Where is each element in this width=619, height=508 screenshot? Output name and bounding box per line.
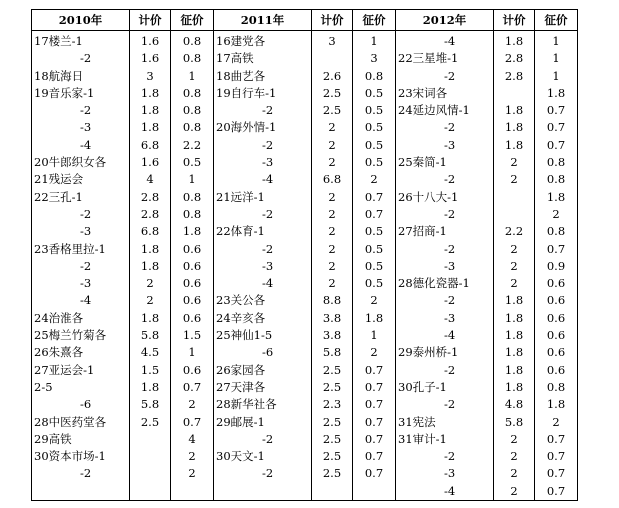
table-row (32, 379, 578, 396)
cell-calc-2010: 1.8 (130, 119, 171, 136)
cell-levy-2010: 1 (171, 344, 214, 361)
cell-levy-2012: 2 (535, 206, 578, 223)
cell-name-2011: -6 (214, 344, 312, 361)
cell-calc-2012: 2.8 (494, 68, 535, 85)
cell-calc-2012: 1.8 (494, 310, 535, 327)
cell-calc-2012: 2 (494, 448, 535, 465)
cell-levy-2012: 0.8 (535, 379, 578, 396)
cell-name-2010: -2 (32, 206, 130, 223)
cell-calc-2011: 2.6 (312, 68, 353, 85)
cell-calc-2012: 1.8 (494, 327, 535, 344)
cell-name-2011: 24辛亥各 (214, 310, 312, 327)
header-2010-calc-price: 计价 (130, 10, 171, 31)
cell-calc-2012: 1.8 (494, 292, 535, 309)
cell-levy-2010: 0.8 (171, 119, 214, 136)
cell-levy-2010: 0.6 (171, 362, 214, 379)
header-2012-year: 2012年 (396, 10, 494, 31)
cell-name-2011: 22体育-1 (214, 223, 312, 240)
cell-calc-2011: 8.8 (312, 292, 353, 309)
cell-calc-2010: 1.8 (130, 379, 171, 396)
cell-levy-2011: 0.7 (353, 396, 396, 413)
cell-calc-2012: 2 (494, 154, 535, 171)
cell-levy-2012: 0.7 (535, 483, 578, 501)
cell-levy-2010: 0.8 (171, 50, 214, 67)
cell-levy-2012: 0.7 (535, 465, 578, 482)
cell-calc-2010: 1.8 (130, 258, 171, 275)
cell-levy-2011: 0.7 (353, 189, 396, 206)
cell-calc-2012 (494, 206, 535, 223)
cell-levy-2012: 0.7 (535, 241, 578, 258)
cell-calc-2010: 1.8 (130, 85, 171, 102)
cell-levy-2010: 0.6 (171, 292, 214, 309)
cell-levy-2012: 0.8 (535, 171, 578, 188)
cell-levy-2012: 0.6 (535, 327, 578, 344)
cell-name-2010: -3 (32, 275, 130, 292)
cell-name-2011: 29邮展-1 (214, 414, 312, 431)
cell-calc-2010: 6.8 (130, 137, 171, 154)
cell-calc-2011: 2 (312, 206, 353, 223)
cell-levy-2011: 0.7 (353, 362, 396, 379)
table-row (32, 119, 578, 136)
cell-name-2010: 27亚运会-1 (32, 362, 130, 379)
cell-calc-2010 (130, 448, 171, 465)
cell-levy-2010: 0.6 (171, 275, 214, 292)
cell-calc-2011: 2.5 (312, 102, 353, 119)
cell-levy-2011: 3 (353, 50, 396, 67)
cell-levy-2011: 1.8 (353, 310, 396, 327)
cell-calc-2011: 2.5 (312, 431, 353, 448)
cell-name-2012: -2 (396, 362, 494, 379)
cell-calc-2010: 1.8 (130, 102, 171, 119)
cell-calc-2011: 2.5 (312, 448, 353, 465)
cell-levy-2010: 0.8 (171, 31, 214, 51)
cell-levy-2012: 0.6 (535, 292, 578, 309)
stamp-price-table (31, 9, 578, 501)
cell-calc-2012: 1.8 (494, 31, 535, 51)
cell-name-2011: -2 (214, 102, 312, 119)
cell-levy-2010: 0.5 (171, 154, 214, 171)
cell-levy-2011: 0.7 (353, 431, 396, 448)
cell-name-2012: 24延边风情-1 (396, 102, 494, 119)
cell-calc-2012: 1.8 (494, 379, 535, 396)
table-row (32, 85, 578, 102)
cell-calc-2010: 2.8 (130, 189, 171, 206)
cell-name-2010: -2 (32, 50, 130, 67)
cell-levy-2012: 0.7 (535, 137, 578, 154)
cell-name-2012: 31宪法 (396, 414, 494, 431)
cell-name-2011: 23关公各 (214, 292, 312, 309)
cell-levy-2011: 1 (353, 327, 396, 344)
cell-name-2010: -2 (32, 465, 130, 482)
cell-levy-2012: 1.8 (535, 85, 578, 102)
cell-name-2011: 30天文-1 (214, 448, 312, 465)
cell-levy-2011: 0.5 (353, 102, 396, 119)
table-row (32, 448, 578, 465)
cell-calc-2010: 3 (130, 68, 171, 85)
cell-levy-2012: 0.6 (535, 344, 578, 361)
cell-name-2011: -2 (214, 241, 312, 258)
cell-name-2010: 26朱熹各 (32, 344, 130, 361)
cell-name-2011: -2 (214, 137, 312, 154)
price-table-wrapper (31, 9, 578, 501)
cell-name-2012: -2 (396, 448, 494, 465)
cell-levy-2010: 0.7 (171, 414, 214, 431)
cell-name-2010: 20牛郎织女各 (32, 154, 130, 171)
table-row (32, 223, 578, 240)
cell-calc-2010: 1.5 (130, 362, 171, 379)
cell-levy-2012: 0.8 (535, 154, 578, 171)
cell-calc-2010: 4.5 (130, 344, 171, 361)
cell-name-2012: -2 (396, 396, 494, 413)
table-row (32, 465, 578, 482)
cell-name-2011: 27天津各 (214, 379, 312, 396)
cell-name-2011 (214, 483, 312, 501)
header-2010-year: 2010年 (32, 10, 130, 31)
cell-calc-2010: 1.6 (130, 50, 171, 67)
header-2012-levy-price: 征价 (535, 10, 578, 31)
cell-levy-2012: 1 (535, 50, 578, 67)
cell-levy-2011: 0.7 (353, 206, 396, 223)
table-row (32, 275, 578, 292)
cell-levy-2011 (353, 483, 396, 501)
cell-levy-2010: 0.8 (171, 189, 214, 206)
table-row (32, 154, 578, 171)
cell-levy-2010: 1 (171, 171, 214, 188)
cell-name-2010: 23香格里拉-1 (32, 241, 130, 258)
table-row (32, 310, 578, 327)
cell-name-2010: 17楼兰-1 (32, 31, 130, 51)
cell-calc-2012 (494, 189, 535, 206)
cell-levy-2012: 0.7 (535, 431, 578, 448)
cell-calc-2011: 2.5 (312, 85, 353, 102)
cell-name-2011: -2 (214, 465, 312, 482)
cell-name-2011: 20海外情-1 (214, 119, 312, 136)
cell-calc-2011: 2 (312, 154, 353, 171)
table-row (32, 137, 578, 154)
cell-calc-2012: 1.8 (494, 119, 535, 136)
header-row (32, 10, 578, 31)
cell-name-2012: 26十八大-1 (396, 189, 494, 206)
cell-name-2012: 23宋词各 (396, 85, 494, 102)
cell-name-2012: -2 (396, 171, 494, 188)
cell-calc-2011: 5.8 (312, 344, 353, 361)
cell-calc-2010: 2 (130, 292, 171, 309)
cell-name-2010: 28中医药堂各 (32, 414, 130, 431)
cell-name-2011: -2 (214, 431, 312, 448)
cell-name-2012: -4 (396, 327, 494, 344)
cell-levy-2010: 0.8 (171, 206, 214, 223)
table-row (32, 171, 578, 188)
cell-name-2012: -3 (396, 310, 494, 327)
cell-calc-2011: 2 (312, 223, 353, 240)
cell-calc-2010 (130, 465, 171, 482)
cell-levy-2010: 2 (171, 448, 214, 465)
cell-levy-2011: 2 (353, 292, 396, 309)
cell-name-2012: -2 (396, 68, 494, 85)
cell-name-2010: -3 (32, 119, 130, 136)
cell-levy-2010: 0.6 (171, 310, 214, 327)
cell-levy-2011: 0.8 (353, 68, 396, 85)
cell-levy-2012: 2 (535, 414, 578, 431)
cell-calc-2010: 1.8 (130, 310, 171, 327)
table-row (32, 241, 578, 258)
cell-name-2012: 27招商-1 (396, 223, 494, 240)
cell-levy-2012: 0.6 (535, 275, 578, 292)
cell-name-2012: -2 (396, 119, 494, 136)
cell-name-2012: -3 (396, 258, 494, 275)
cell-levy-2010: 0.6 (171, 258, 214, 275)
cell-name-2010: 22三孔-1 (32, 189, 130, 206)
cell-levy-2012: 1.8 (535, 396, 578, 413)
cell-levy-2010 (171, 483, 214, 501)
cell-levy-2010: 2.2 (171, 137, 214, 154)
cell-levy-2011: 0.5 (353, 137, 396, 154)
cell-levy-2011: 0.7 (353, 465, 396, 482)
cell-levy-2011: 0.7 (353, 379, 396, 396)
cell-calc-2011: 2 (312, 189, 353, 206)
cell-levy-2012: 1.8 (535, 189, 578, 206)
cell-levy-2011: 2 (353, 344, 396, 361)
cell-name-2012: 31审计-1 (396, 431, 494, 448)
cell-levy-2011: 0.7 (353, 448, 396, 465)
cell-levy-2010: 1.8 (171, 223, 214, 240)
cell-name-2011: -4 (214, 171, 312, 188)
cell-levy-2012: 1 (535, 68, 578, 85)
cell-calc-2012: 2.2 (494, 223, 535, 240)
table-row (32, 258, 578, 275)
cell-name-2010: -2 (32, 102, 130, 119)
cell-name-2011: 28新华社各 (214, 396, 312, 413)
cell-calc-2010 (130, 483, 171, 501)
cell-name-2011: -3 (214, 154, 312, 171)
cell-name-2012: 22三星堆-1 (396, 50, 494, 67)
cell-calc-2010: 2 (130, 275, 171, 292)
header-2011-levy-price: 征价 (353, 10, 396, 31)
cell-name-2011: 17高铁 (214, 50, 312, 67)
cell-calc-2011: 2.5 (312, 362, 353, 379)
cell-name-2012: -3 (396, 137, 494, 154)
cell-levy-2011: 0.5 (353, 275, 396, 292)
cell-name-2012: -4 (396, 483, 494, 501)
cell-calc-2010: 6.8 (130, 223, 171, 240)
cell-calc-2012: 2 (494, 483, 535, 501)
cell-calc-2012: 2 (494, 258, 535, 275)
cell-levy-2011: 0.5 (353, 154, 396, 171)
cell-levy-2011: 0.5 (353, 119, 396, 136)
cell-levy-2012: 1 (535, 31, 578, 51)
table-row (32, 344, 578, 361)
cell-name-2011: 19自行车-1 (214, 85, 312, 102)
cell-calc-2011: 2.5 (312, 379, 353, 396)
cell-calc-2010 (130, 431, 171, 448)
table-row (32, 431, 578, 448)
cell-name-2012: -2 (396, 206, 494, 223)
cell-levy-2012: 0.7 (535, 102, 578, 119)
cell-calc-2012 (494, 85, 535, 102)
cell-levy-2011: 0.5 (353, 241, 396, 258)
cell-name-2012: 28德化瓷器-1 (396, 275, 494, 292)
cell-name-2011: 18曲艺各 (214, 68, 312, 85)
cell-name-2010: 2-5 (32, 379, 130, 396)
table-row (32, 189, 578, 206)
table-row (32, 31, 578, 51)
table-row (32, 102, 578, 119)
cell-levy-2010: 4 (171, 431, 214, 448)
cell-name-2012: -2 (396, 292, 494, 309)
cell-levy-2012: 0.7 (535, 448, 578, 465)
cell-name-2010: 29高铁 (32, 431, 130, 448)
cell-calc-2012: 2 (494, 275, 535, 292)
cell-name-2012: 25秦简-1 (396, 154, 494, 171)
cell-calc-2010: 1.6 (130, 154, 171, 171)
cell-levy-2012: 0.9 (535, 258, 578, 275)
cell-calc-2011: 2 (312, 137, 353, 154)
cell-calc-2010: 1.8 (130, 241, 171, 258)
cell-calc-2011: 2 (312, 119, 353, 136)
cell-calc-2011: 2.5 (312, 465, 353, 482)
cell-calc-2011 (312, 483, 353, 501)
cell-name-2011: 16建党各 (214, 31, 312, 51)
cell-name-2010: 19音乐家-1 (32, 85, 130, 102)
cell-levy-2010: 1 (171, 68, 214, 85)
cell-levy-2011: 0.5 (353, 223, 396, 240)
cell-name-2012: -4 (396, 31, 494, 51)
cell-levy-2010: 0.8 (171, 102, 214, 119)
cell-name-2011: 26家园各 (214, 362, 312, 379)
cell-calc-2012: 2 (494, 171, 535, 188)
cell-levy-2012: 0.7 (535, 119, 578, 136)
cell-levy-2010: 2 (171, 396, 214, 413)
cell-name-2010: 30资本市场-1 (32, 448, 130, 465)
cell-name-2010: 21残运会 (32, 171, 130, 188)
cell-calc-2012: 2 (494, 431, 535, 448)
cell-calc-2010: 5.8 (130, 327, 171, 344)
cell-name-2010: 18航海日 (32, 68, 130, 85)
cell-calc-2010: 2.5 (130, 414, 171, 431)
cell-calc-2012: 1.8 (494, 344, 535, 361)
cell-calc-2011: 3.8 (312, 310, 353, 327)
header-2011-year: 2011年 (214, 10, 312, 31)
cell-levy-2010: 0.8 (171, 85, 214, 102)
table-row (32, 206, 578, 223)
cell-levy-2012: 0.8 (535, 223, 578, 240)
cell-calc-2012: 1.8 (494, 137, 535, 154)
cell-levy-2010: 0.7 (171, 379, 214, 396)
cell-name-2012: -2 (396, 241, 494, 258)
header-2012-calc-price: 计价 (494, 10, 535, 31)
cell-name-2010: -4 (32, 292, 130, 309)
cell-name-2010: -3 (32, 223, 130, 240)
cell-levy-2012: 0.6 (535, 362, 578, 379)
cell-calc-2012: 2 (494, 465, 535, 482)
cell-name-2010: -2 (32, 258, 130, 275)
cell-name-2010: -6 (32, 396, 130, 413)
table-row (32, 50, 578, 67)
cell-calc-2011: 2 (312, 258, 353, 275)
cell-calc-2011: 2 (312, 275, 353, 292)
cell-calc-2011: 2.5 (312, 414, 353, 431)
cell-calc-2010: 5.8 (130, 396, 171, 413)
cell-name-2012: 29泰州桥-1 (396, 344, 494, 361)
cell-levy-2010: 0.6 (171, 241, 214, 258)
cell-calc-2010: 2.8 (130, 206, 171, 223)
cell-levy-2012: 0.6 (535, 310, 578, 327)
cell-calc-2012: 2 (494, 241, 535, 258)
cell-name-2010: 24治淮各 (32, 310, 130, 327)
cell-name-2011: 25神仙1-5 (214, 327, 312, 344)
cell-calc-2012: 1.8 (494, 102, 535, 119)
cell-name-2011: -2 (214, 206, 312, 223)
cell-levy-2010: 1.5 (171, 327, 214, 344)
cell-name-2010: 25梅兰竹菊各 (32, 327, 130, 344)
cell-name-2010: -4 (32, 137, 130, 154)
cell-levy-2011: 1 (353, 31, 396, 51)
cell-name-2010 (32, 483, 130, 501)
cell-levy-2010: 2 (171, 465, 214, 482)
cell-levy-2011: 0.7 (353, 414, 396, 431)
cell-calc-2012: 4.8 (494, 396, 535, 413)
cell-calc-2010: 1.6 (130, 31, 171, 51)
cell-calc-2011: 2 (312, 241, 353, 258)
cell-calc-2012: 1.8 (494, 362, 535, 379)
table-row (32, 483, 578, 501)
cell-calc-2012: 5.8 (494, 414, 535, 431)
cell-calc-2011: 6.8 (312, 171, 353, 188)
header-2011-calc-price: 计价 (312, 10, 353, 31)
table-row (32, 327, 578, 344)
cell-levy-2011: 0.5 (353, 85, 396, 102)
cell-levy-2011: 0.5 (353, 258, 396, 275)
table-row (32, 362, 578, 379)
table-body (32, 31, 578, 501)
cell-levy-2011: 2 (353, 171, 396, 188)
table-row (32, 292, 578, 309)
cell-name-2011: -3 (214, 258, 312, 275)
cell-calc-2011: 3.8 (312, 327, 353, 344)
cell-calc-2011 (312, 50, 353, 67)
table-row (32, 414, 578, 431)
cell-name-2011: -4 (214, 275, 312, 292)
header-2010-levy-price: 征价 (171, 10, 214, 31)
cell-name-2012: -3 (396, 465, 494, 482)
table-row (32, 396, 578, 413)
cell-name-2011: 21远洋-1 (214, 189, 312, 206)
cell-calc-2010: 4 (130, 171, 171, 188)
table-row (32, 68, 578, 85)
cell-name-2012: 30孔子-1 (396, 379, 494, 396)
cell-calc-2011: 3 (312, 31, 353, 51)
cell-calc-2011: 2.3 (312, 396, 353, 413)
cell-calc-2012: 2.8 (494, 50, 535, 67)
